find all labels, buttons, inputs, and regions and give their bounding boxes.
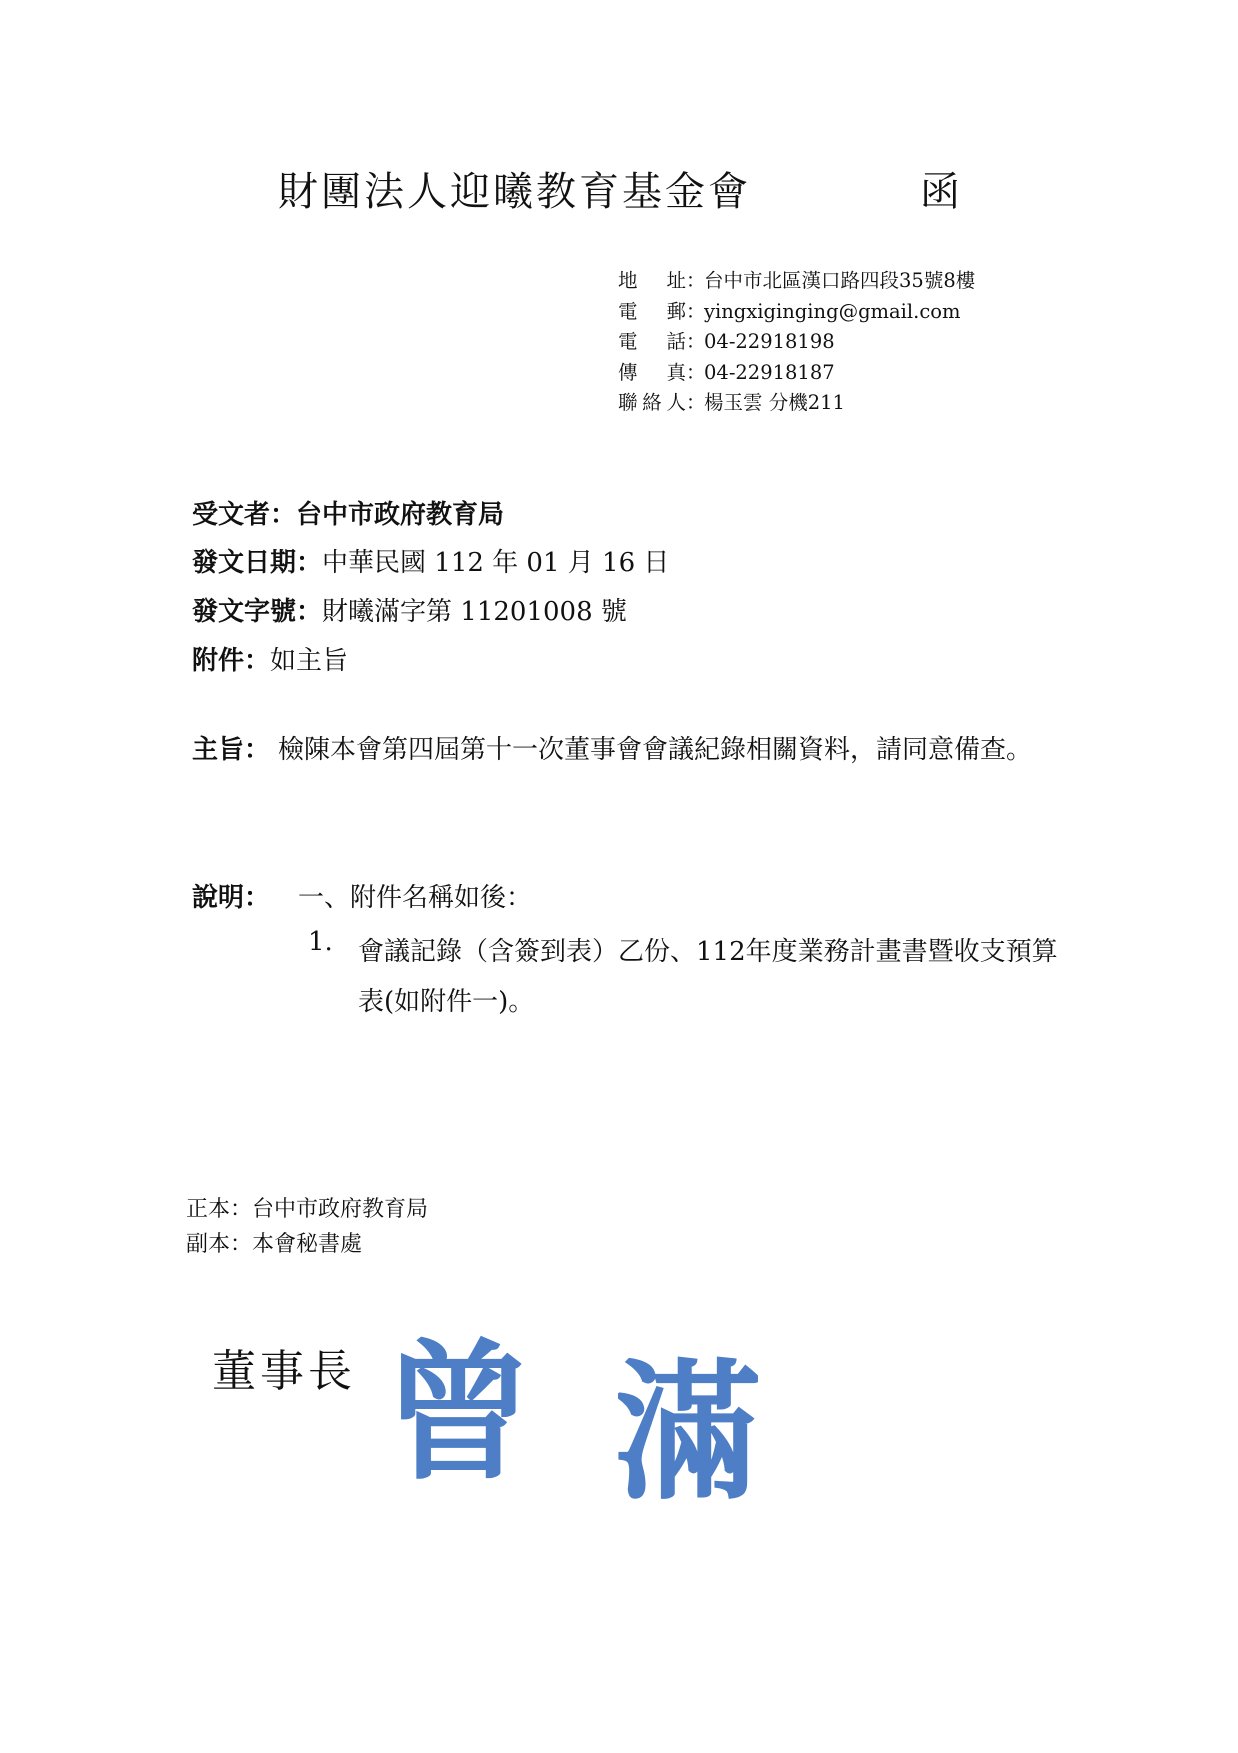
attachment-value: 如主旨	[270, 646, 349, 676]
original-copy-value: 台中市政府教育局	[252, 1197, 429, 1222]
distribution-list	[186, 1192, 428, 1262]
letterhead	[278, 160, 978, 220]
recipient-value: 台中市政府教育局	[296, 500, 505, 530]
contact-row: 聯絡人：楊玉雲 分機211	[618, 388, 975, 419]
email-label: 電郵	[618, 299, 686, 323]
doc-number-row	[192, 591, 627, 628]
sub-item-number: 1.	[308, 927, 333, 957]
seal-stamp-2	[618, 1345, 758, 1515]
phone-label: 電話	[618, 330, 686, 353]
phone-value: 04-22918198	[704, 330, 835, 353]
explanation-label: 說明：	[192, 883, 271, 913]
sender-contact-block	[618, 266, 975, 419]
svg-text:滿: 滿	[618, 1345, 758, 1515]
email-row: 電郵：yingxiginging@gmail.com	[618, 297, 975, 328]
sub-item-text: 會議記錄（含簽到表）乙份、112年度業務計畫書暨收支預算表(如附件一)。	[358, 937, 1058, 1017]
contact-label: 聯絡人	[618, 391, 686, 414]
issue-date-value: 中華民國 112 年 01 月 16 日	[322, 548, 670, 578]
seal-stamp-1	[388, 1325, 528, 1495]
doc-number-label: 發文字號：	[192, 597, 323, 627]
seal-character-1	[388, 1325, 528, 1495]
address-row: 地址：台中市北區漢口路四段35號8樓	[618, 266, 975, 297]
chairman-title: 董事長	[212, 1346, 356, 1397]
carbon-copy-label: 副本：	[186, 1232, 253, 1257]
original-copy-row	[186, 1192, 428, 1227]
svg-text:曾: 曾	[388, 1325, 528, 1495]
fax-value: 04-22918187	[704, 360, 835, 384]
address-label: 地址	[618, 269, 686, 292]
seal-character-2	[618, 1345, 758, 1515]
carbon-copy-value: 本會秘書處	[252, 1232, 363, 1257]
carbon-copy-row	[186, 1227, 428, 1262]
issue-date-label: 發文日期：	[192, 548, 323, 578]
explanation-item-1: 一、附件名稱如後：	[298, 883, 533, 913]
address-value: 台中市北區漢口路四段35號8樓	[704, 269, 976, 292]
phone-row: 電話：04-22918198	[618, 327, 975, 358]
document-type: 函	[920, 169, 960, 215]
attachment-label: 附件：	[192, 646, 271, 676]
recipient-label: 受文者：	[192, 500, 297, 530]
organization-title: 財團法人迎曦教育基金會	[278, 169, 751, 215]
subject-text: 檢陳本會第四屆第十一次董事會會議紀錄相關資料，請同意備查。	[278, 735, 1033, 765]
doc-number-value: 財曦滿字第 11201008 號	[322, 597, 627, 627]
fax-label: 傳真	[618, 360, 686, 384]
fax-row: 傳真：04-22918187	[618, 358, 975, 389]
issue-date-row	[192, 542, 669, 579]
contact-value: 楊玉雲 分機211	[704, 391, 845, 414]
attachment-row	[192, 640, 348, 677]
recipient-row	[192, 494, 504, 531]
original-copy-label: 正本：	[186, 1197, 253, 1222]
email-value: yingxiginging@gmail.com	[704, 299, 961, 323]
subject-label: 主旨：	[192, 735, 271, 765]
